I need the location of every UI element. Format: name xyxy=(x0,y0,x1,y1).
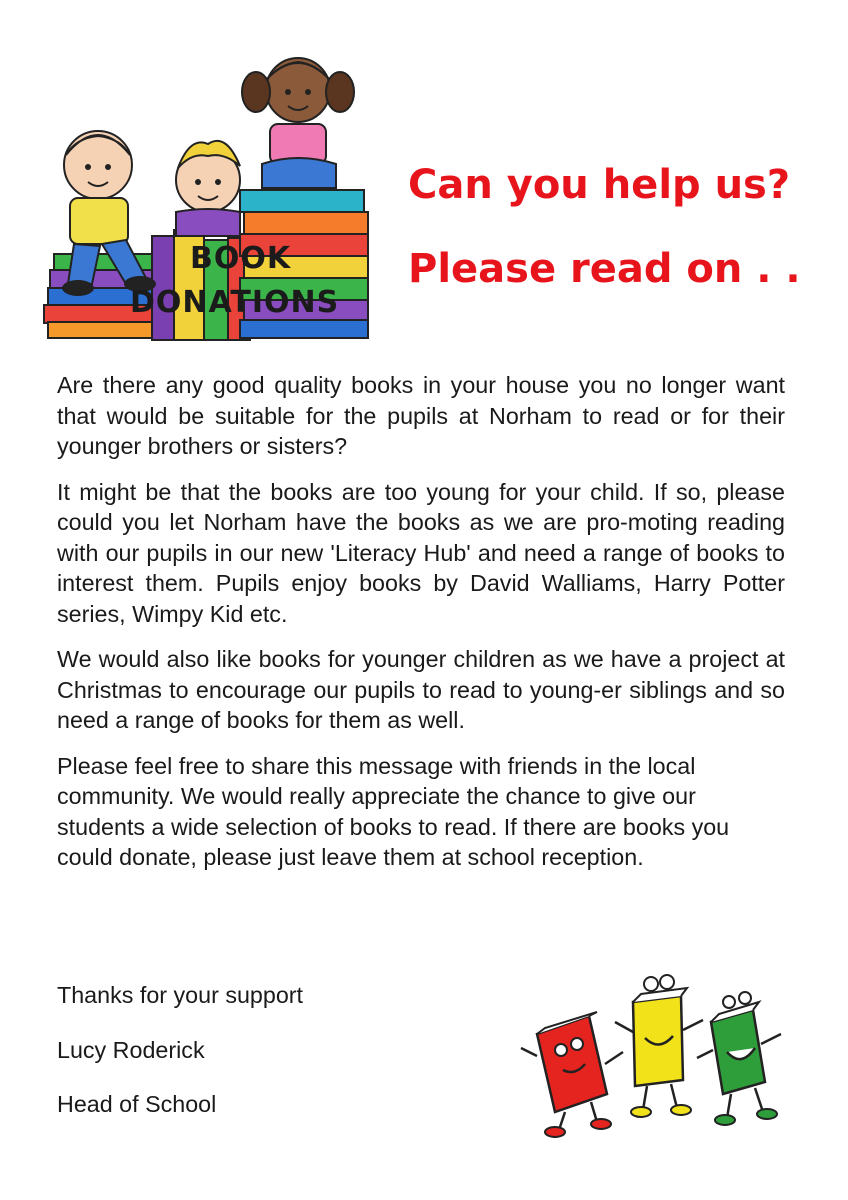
paragraph-1: Are there any good quality books in your house you no longer want that would be suitable for the pupils at Norham to read or for their younger brothers or sisters? xyxy=(57,372,785,459)
signoff-thanks: Thanks for your support xyxy=(57,982,304,1008)
logo-line2: DONATIONS xyxy=(130,285,340,320)
yellow-book-icon xyxy=(615,975,703,1117)
paragraph-2: It might be that the books are too young for your child. If so, please could you let Norham have the books as we are pro-moting reading with our pupils in our new 'Literacy Hub' and need a range of books to interest them. Pupils enjoy books by David Walliams, Harry Potter series, Wimpy Kid etc. xyxy=(57,478,785,627)
green-book-icon xyxy=(697,992,781,1125)
paragraph-4: Please feel free to share this message with friends in the local community. We would really appreciate the chance to give our students a wide selection of books to read. If there are books you could donate, please just leave them at school reception. xyxy=(57,752,730,870)
girl-top-icon xyxy=(242,58,354,188)
paragraph-3: We would also like books for younger children as we have a project at Christmas to encourage our pupils to read to young-er siblings and so need a range of books for them as well. xyxy=(57,646,785,733)
headline-line2: Please read on . . xyxy=(408,246,801,292)
dancing-books-illustration xyxy=(515,972,790,1142)
logo-line1: BOOK xyxy=(190,241,292,276)
red-book-icon xyxy=(521,1012,623,1137)
boy-middle-icon xyxy=(176,141,240,236)
signoff-name: Lucy Roderick xyxy=(57,1037,205,1063)
signoff-role: Head of School xyxy=(57,1091,217,1117)
body-text xyxy=(57,370,785,888)
headline-line1: Can you help us? xyxy=(408,162,791,208)
children-books-illustration xyxy=(40,40,380,350)
